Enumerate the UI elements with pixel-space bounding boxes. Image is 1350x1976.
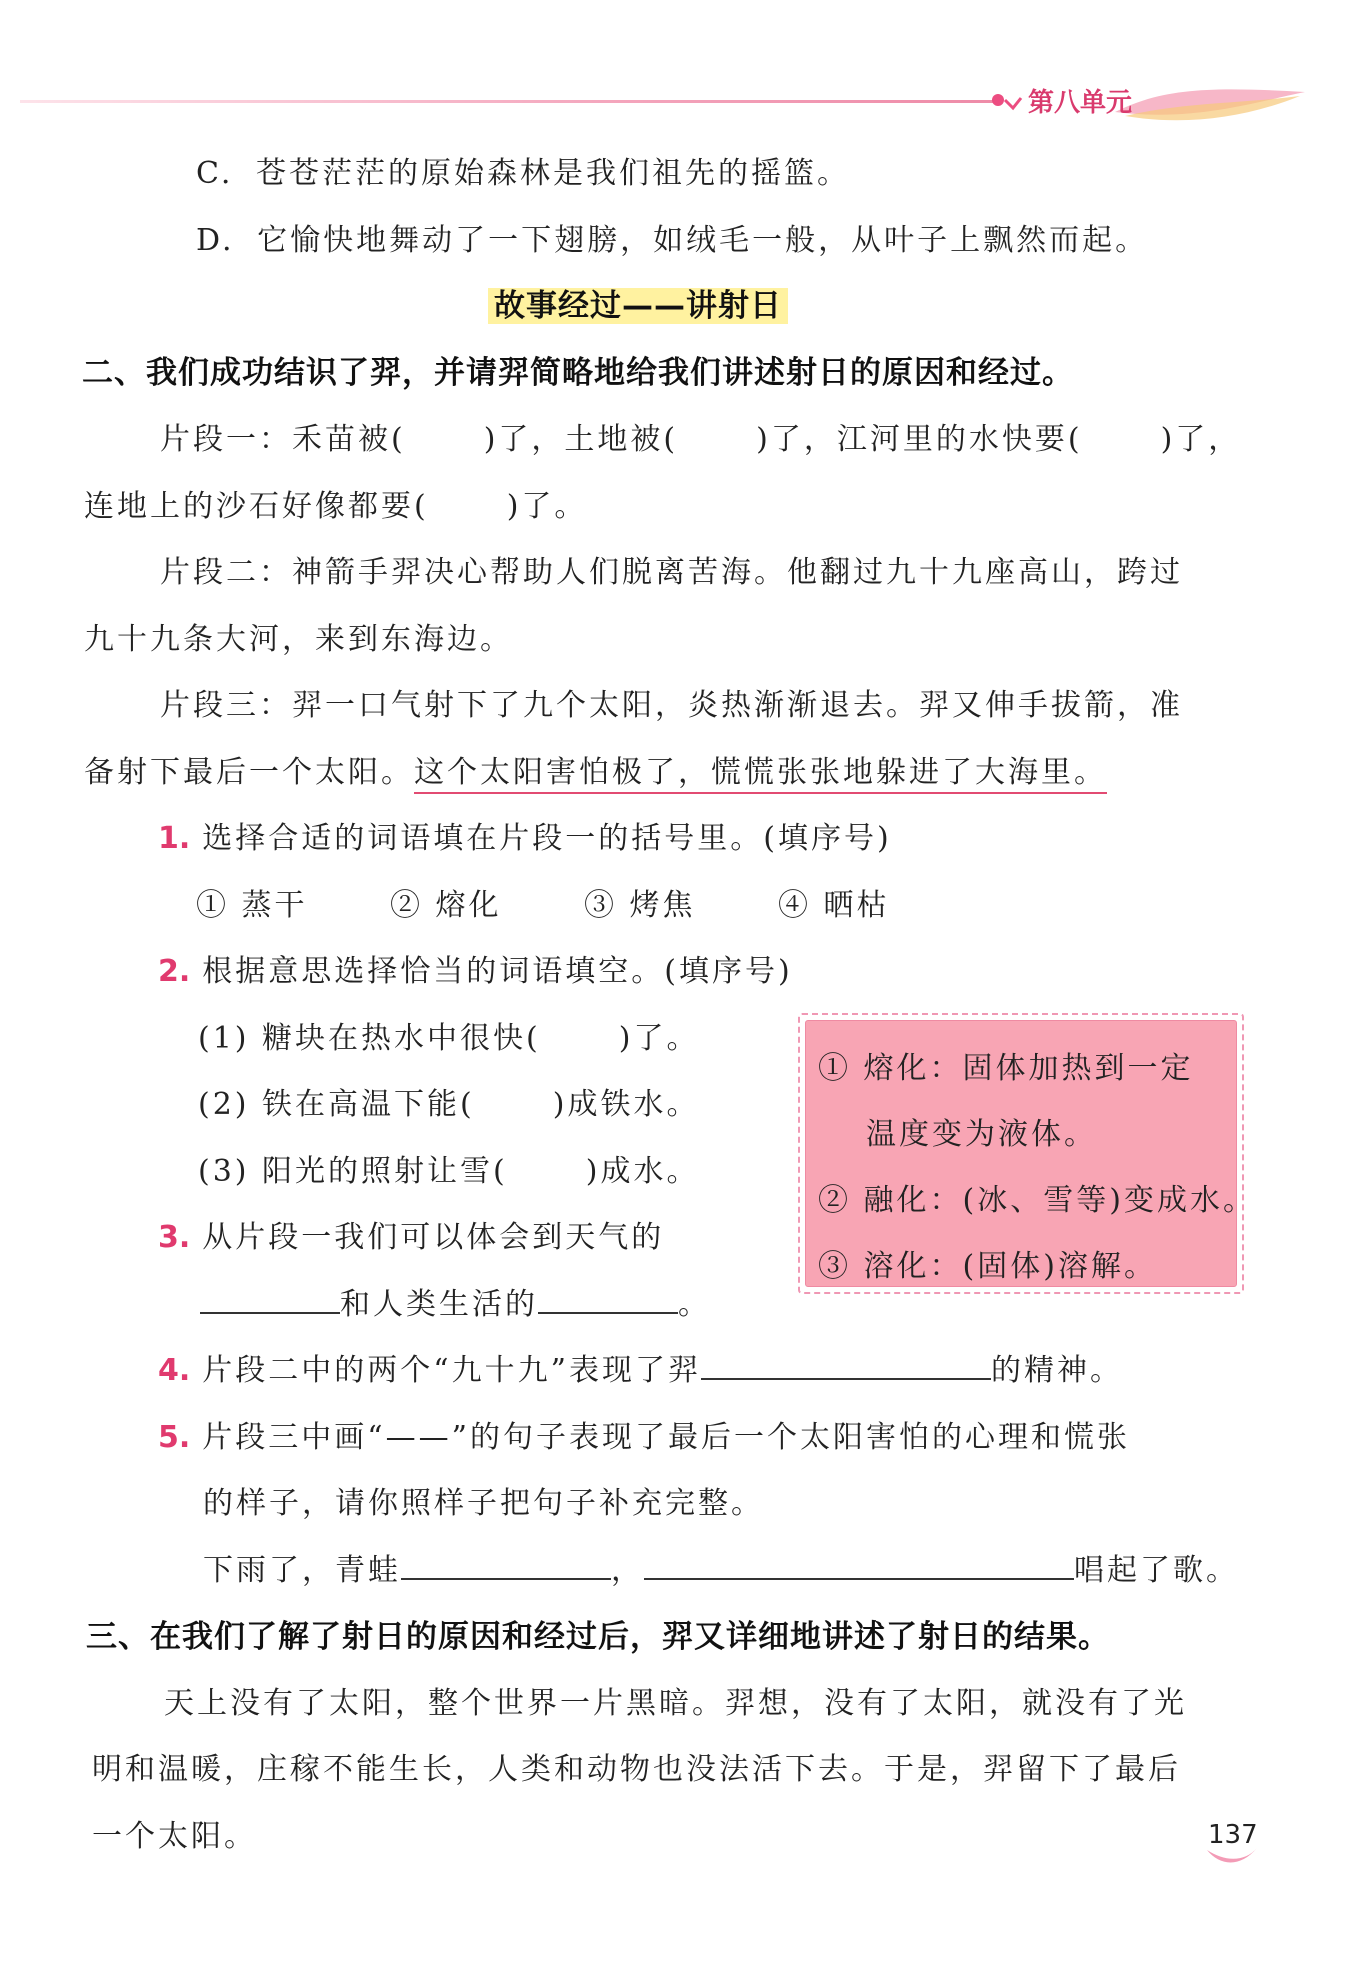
choice-2: ② 熔化 (390, 888, 502, 923)
choice-3: ③ 烤焦 (584, 888, 696, 923)
sub-text: 根据意思选择恰当的词语填空。(填序号) (202, 954, 793, 989)
sub-text: 片段三中画“——”的句子表现了最后一个太阳害怕的心理和慌张 (202, 1420, 1130, 1455)
sub-text: 从片段一我们可以体会到天气的 (202, 1220, 665, 1255)
sub-question-5 (158, 1412, 1130, 1456)
passage-1-line-2 (84, 481, 587, 525)
answer-blank[interactable] (401, 1548, 611, 1580)
section-title-text: 故事经过——讲射日 (488, 288, 788, 324)
passage-3-line-2 (84, 747, 1107, 791)
sub-3-line-2 (200, 1279, 711, 1323)
text: )了。 (506, 489, 588, 524)
answer-blank[interactable] (644, 1548, 1074, 1580)
text: ， (611, 1553, 644, 1588)
definition-1: ① 熔化：固体加热到一定 (818, 1051, 1194, 1086)
section-title (488, 280, 788, 325)
text: )成水。 (585, 1154, 700, 1189)
q3-line-2: 明和温暖，庄稼不能生长，人类和动物也没法活下去。于是，羿留下了最后 (92, 1752, 1181, 1787)
text: (2) 铁在高温下能( (198, 1087, 475, 1122)
text: )了， (1160, 422, 1242, 457)
q3-line-1: 天上没有了太阳，整个世界一片黑暗。羿想，没有了太阳，就没有了光 (164, 1686, 1187, 1721)
sub-number: 3. (158, 1220, 191, 1255)
sub-question-1 (158, 813, 892, 857)
sub-question-3 (158, 1212, 664, 1256)
option-c (196, 148, 850, 192)
definition-2: ② 融化：(冰、雪等)变成水。 (818, 1183, 1256, 1218)
choice-4: ④ 晒枯 (778, 888, 890, 923)
definition-1-cont: 温度变为液体。 (866, 1117, 1097, 1152)
unit-label: 第八单元 (1028, 88, 1133, 118)
sub-number: 4. (158, 1353, 191, 1388)
text: 片段一：禾苗被( (160, 422, 406, 457)
sub-number: 1. (158, 821, 191, 856)
option-letter: C. (196, 156, 234, 191)
page-swoosh-icon (1205, 1840, 1265, 1870)
passage-3-line-1: 片段三：羿一口气射下了九个太阳，炎热渐渐退去。羿又伸手拔箭，准 (160, 688, 1183, 723)
passage-2-line-1: 片段二：神箭手羿决心帮助人们脱离苦海。他翻过九十九座高山，跨过 (160, 555, 1183, 590)
passage-1-line-1 (160, 414, 1241, 458)
answer-blank[interactable] (701, 1348, 991, 1380)
text: 的精神。 (990, 1353, 1123, 1388)
question-2-heading: 二、我们成功结识了羿，并请羿简略地给我们讲述射日的原因和经过。 (82, 355, 1074, 391)
option-letter: D. (196, 223, 235, 258)
text: 连地上的沙石好像都要( (84, 489, 429, 524)
page-number: 137 (1208, 1820, 1258, 1850)
definition-box-fill (805, 1020, 1256, 1287)
sub-5-example (203, 1545, 1239, 1589)
text: )了，土地被( (483, 422, 679, 457)
text: 下雨了，青蛙 (203, 1553, 401, 1588)
definition-box (798, 1013, 1256, 1294)
sub-number: 5. (158, 1420, 191, 1455)
text: )成铁水。 (552, 1087, 700, 1122)
sub-text: 选择合适的词语填在片段一的括号里。(填序号) (202, 821, 892, 856)
text: 唱起了歌。 (1074, 1553, 1239, 1588)
text: (3) 阳光的照射让雪( (198, 1154, 508, 1189)
choice-1: ① 蒸干 (196, 888, 308, 923)
text: )了，江河里的水快要( (756, 422, 1083, 457)
sub-5-line-2: 的样子，请你照样子把句子补充完整。 (203, 1486, 764, 1521)
text: 备射下最后一个太阳。 (84, 755, 414, 790)
q3-line-3: 一个太阳。 (92, 1819, 257, 1854)
question-3-heading: 三、在我们了解了射日的原因和经过后，羿又详细地讲述了射日的结果。 (86, 1619, 1110, 1655)
header-rule (20, 100, 995, 103)
answer-blank[interactable] (538, 1282, 678, 1314)
underlined-sentence: 这个太阳害怕极了，慌慌张张地躲进了大海里。 (414, 755, 1107, 790)
sub-2-item-2 (198, 1079, 699, 1123)
sub-question-4 (158, 1345, 1123, 1389)
option-text: 苍苍茫茫的原始森林是我们祖先的摇篮。 (255, 156, 850, 191)
sub-text: 片段二中的两个“九十九”表现了羿 (202, 1353, 701, 1388)
answer-blank[interactable] (200, 1282, 340, 1314)
definition-3: ③ 溶化：(固体)溶解。 (818, 1249, 1157, 1284)
option-text: 它愉快地舞动了一下翅膀，如绒毛一般，从叶子上飘然而起。 (257, 223, 1149, 258)
sub-2-item-3 (198, 1146, 699, 1190)
text: (1) 糖块在热水中很快( (198, 1021, 541, 1056)
sub-number: 2. (158, 954, 191, 989)
text: )了。 (618, 1021, 700, 1056)
option-d (196, 215, 1148, 259)
text: 和人类生活的 (340, 1287, 538, 1322)
sub-question-2 (158, 946, 793, 990)
passage-2-line-2: 九十九条大河，来到东海边。 (84, 622, 513, 657)
text: 。 (678, 1287, 711, 1322)
sub-2-item-1 (198, 1013, 699, 1057)
